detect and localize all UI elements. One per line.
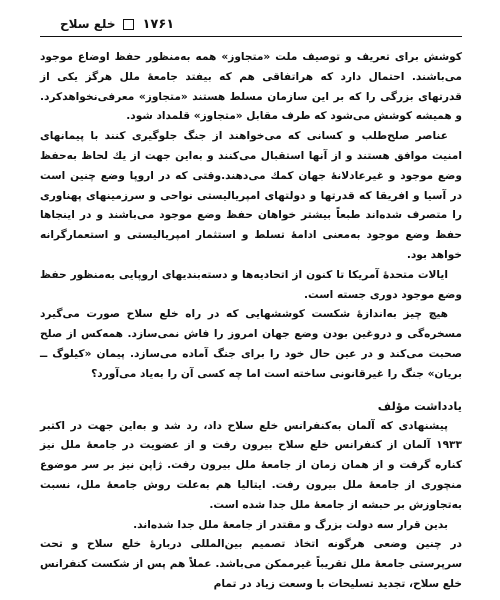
- running-head-title: خلع سلاح: [60, 17, 116, 31]
- square-ornament-icon: [123, 19, 134, 30]
- paragraph: در چنین وضعی هرگونه اتخاذ تصمیم بین‌المللی دربارهٔ خلع سلاح و تحت سرپرستی جامعهٔ ملل تقریباً غیرممکن می‌باشد. عملاً هم پس از شکست کنفرانس خلع سلاح، تجدید تسلیحات با وسعت زیاد در تمام: [40, 538, 462, 590]
- page-header: [60, 14, 462, 34]
- section-spacer: [40, 385, 462, 395]
- main-text: [40, 48, 462, 595]
- header-rule: [40, 36, 462, 37]
- paragraph: عناصر صلح‌طلب و کسانی که می‌خواهند از جنگ جلوگیری کنند با پیمانهای امنیت موافق هستند و از آنها استقبال می‌کنند و به‌این جهت از یك لحاظ به‌حفظ وضع موجود و غیرعادلانهٔ جهان کمك می‌دهند.وقتی که در اروپا وضع چنین است در آسیا و افریقا که قدرتها و دولتهای امپریالیستی نواحی و سرزمینهای پهناوری را متصرف شده‌اند طبعاً بیشتر خواهان حفظ وضع موجود می‌باشند و در اینجاها حفظ وضع موجود به‌معنی ادامهٔ تسلط و استثمار امپریالیستی و استعمارگرانه خواهد بود.: [40, 130, 462, 261]
- paragraph: بدین قرار سه دولت بزرگ و مقتدر از جامعهٔ ملل جدا شده‌اند.: [133, 518, 448, 531]
- paragraph: هیچ چیز به‌اندازهٔ شکست کوششهایی که در راه خلع سلاح صورت می‌گیرد مسخره‌گی و دروغین بودن وضع جهان امروز را فاش نمی‌سازد. همه‌کس از صلح صحبت می‌کند و در عین حال خود را برای جنگ آماده می‌سازد. پیمان «کیلوگ ــ بریان» جنگ را غیرقانونی ساخته است اما چه کسی آن را به‌یاد می‌آورد؟: [40, 308, 462, 380]
- section-title: یادداشت مؤلف: [377, 398, 462, 413]
- paragraph: پیشنهادی که آلمان به‌کنفرانس خلع سلاح داد، رد شد و به‌این جهت در اکتبر ۱۹۳۳ آلمان از کنفرانس خلع سلاح بیرون رفت و از عضویت در جامعهٔ ملل نیز کناره گرفت و از همان زمان از جامعهٔ ملل بیرون رفت. ژاپن نیز بر سر موضوع منچوری از جامعهٔ ملل بیرون رفت. ایتالیا هم به‌علت روش جامعهٔ ملل، نسبت به‌تجاوزش بر حبشه از جامعهٔ ملل جدا شده است.: [40, 419, 462, 511]
- page-number: ۱۷۶۱: [142, 16, 175, 32]
- paragraph: ایالات متحدهٔ آمریکا تا کنون از اتحادیه‌ها و دسته‌بندیهای اروپایی به‌منظور حفظ وضع موجود دوری جسته است.: [40, 268, 462, 301]
- paragraph: کوشش برای تعریف و توصیف ملت «متجاوز» همه به‌منظور حفظ اوضاع موجود می‌باشند. احتمال دارد که هراتفاقی هم که بیفتد جامعهٔ ملل هرگز یکی از قدرتهای بزرگی را که بر این سازمان مسلط هستند «متجاوز» معرفی‌نخواهدکرد. و همیشه کوشش می‌شود که طرف مقابل «متجاوز» قلمداد شود.: [40, 51, 462, 123]
